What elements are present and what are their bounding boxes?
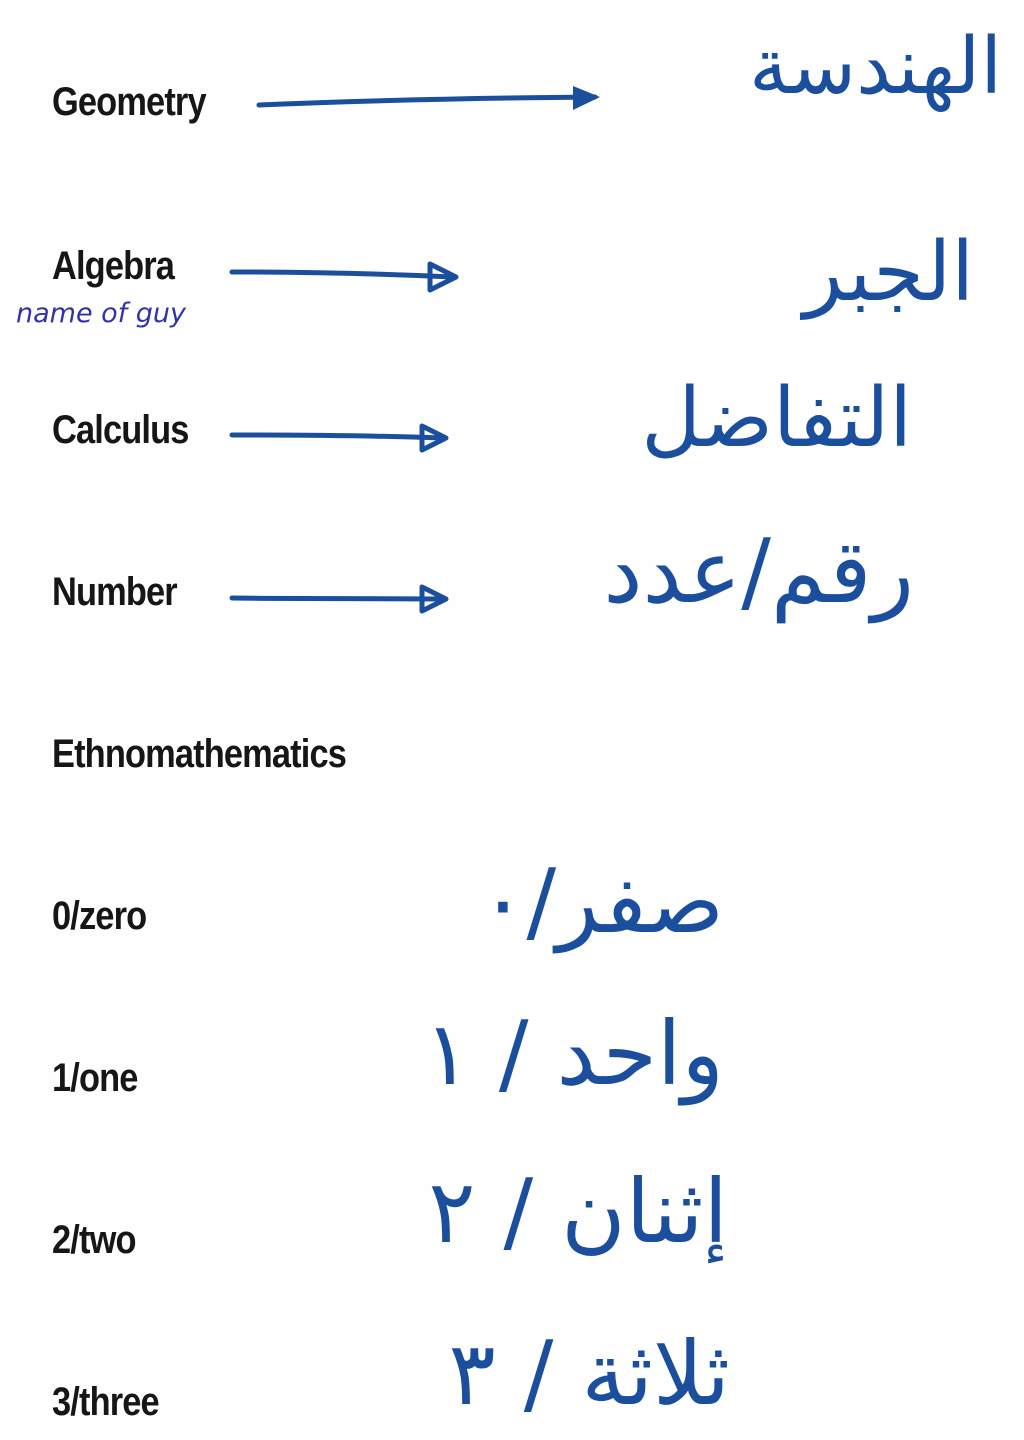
arrow-right-icon xyxy=(255,78,615,118)
term-geometry: Geometry xyxy=(52,80,206,124)
arabic-number: رقم/عدد xyxy=(603,520,914,623)
arabic-zero: صفر/٠ xyxy=(479,850,724,953)
arrow-right-icon xyxy=(228,420,458,460)
arabic-algebra: الجبر xyxy=(803,225,974,320)
arrow-right-icon xyxy=(228,583,458,623)
arabic-two: إثنان / ٢ xyxy=(428,1160,728,1263)
term-ethnomathematics: Ethnomathematics xyxy=(52,732,346,776)
note-name-of-guy: name of guy xyxy=(16,298,186,329)
term-one: 1/one xyxy=(52,1056,138,1100)
arabic-three: ثلاثة / ٣ xyxy=(448,1322,730,1425)
term-number: Number xyxy=(52,570,177,614)
arabic-one: واحد / ١ xyxy=(423,1002,724,1105)
arabic-geometry: الهندسة xyxy=(748,22,1002,112)
term-two: 2/two xyxy=(52,1218,136,1262)
term-calculus: Calculus xyxy=(52,408,189,452)
term-three: 3/three xyxy=(52,1380,159,1424)
arrow-right-icon xyxy=(228,258,468,298)
term-zero: 0/zero xyxy=(52,894,147,938)
term-algebra: Algebra xyxy=(52,244,175,288)
arabic-calculus: التفاضل xyxy=(641,371,912,466)
